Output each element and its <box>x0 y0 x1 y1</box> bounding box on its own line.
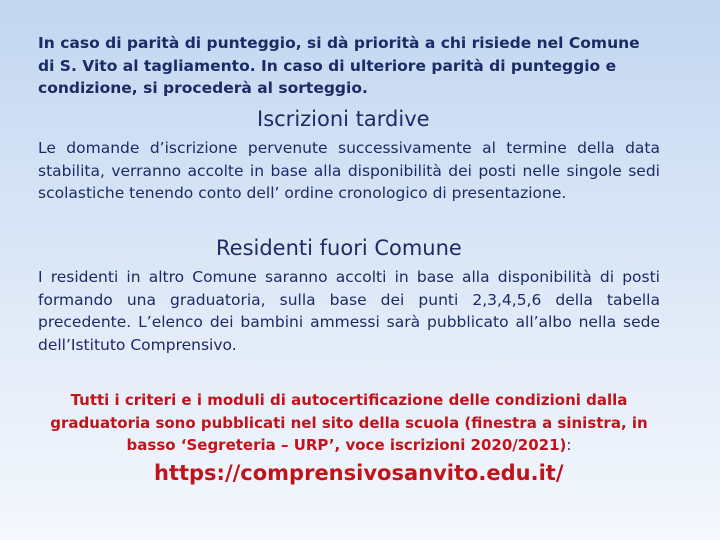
criteria-note-text: Tutti i criteri e i moduli di autocertificazione delle condizioni dalla graduatoria sono pubblicati nel sito della scuola (finestra a sinistra, in basso ‘Segreteria – URP’, voce iscrizioni 2020/2021) <box>50 391 648 454</box>
school-website-link[interactable]: https://comprensivosanvito.edu.it/ <box>154 461 564 485</box>
non-residents-text: I residenti in altro Comune saranno accolti in base alla disponibilità di posti formando una graduatoria, sulla base dei punti 2,3,4,5,6 della tabella precedente. L’elenco dei bambini ammessi sarà pubblicato all’albo nella sede dell’Istituto Comprensivo. <box>38 268 660 354</box>
criteria-note-colon: : <box>566 436 572 454</box>
late-enrollment-text: Le domande d’iscrizione pervenute successivamente al termine della data stabilita, verranno accolte in base alla disponibilità dei posti nelle singole sedi scolastiche tenendo conto dell’ ordine cronologico di presentazione. <box>38 139 660 202</box>
non-residents-heading: Residenti fuori Comune <box>216 236 462 260</box>
late-enrollment-heading: Iscrizioni tardive <box>257 107 430 131</box>
tie-break-paragraph: In caso di parità di punteggio, si dà priorità a chi risiede nel Comune di S. Vito al tagliamento. In caso di ulteriore parità di punteggio e condizione, si procederà al sorteggio. <box>38 34 640 97</box>
criteria-note <box>38 389 660 457</box>
